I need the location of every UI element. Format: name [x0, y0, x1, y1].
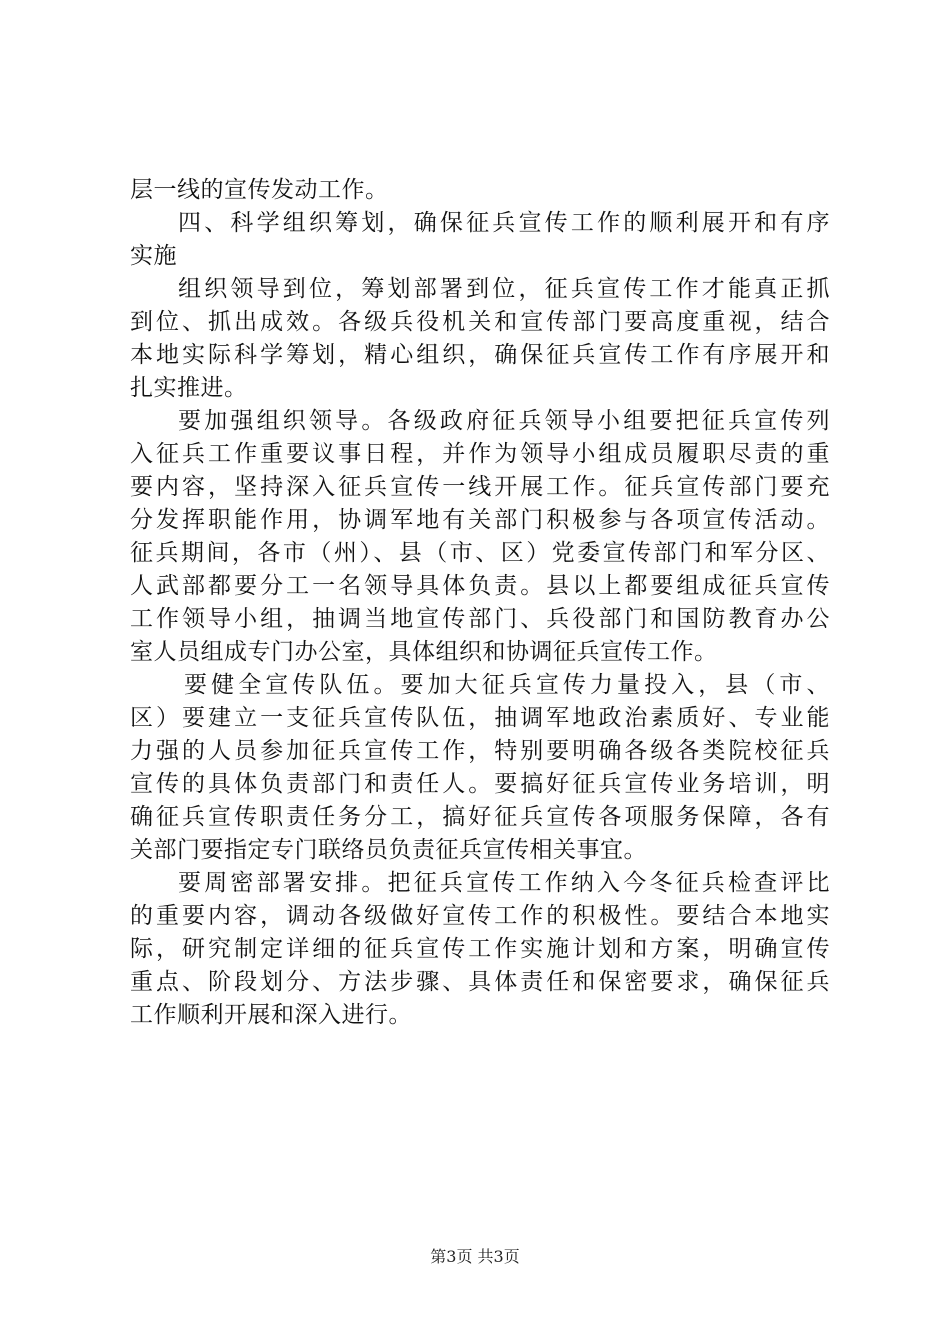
- text-line: 人武部都要分工一名领导具体负责。县以上都要组成征兵宣传: [130, 573, 830, 599]
- text-line: 要内容，坚持深入征兵宣传一线开展工作。征兵宣传部门要充: [130, 474, 830, 500]
- text-line: 要加强组织领导。各级政府征兵领导小组要把征兵宣传列: [178, 408, 830, 434]
- text-line: 实施: [130, 243, 177, 269]
- text-line: 层一线的宣传发动工作。: [130, 177, 389, 203]
- text-line: 重点、阶段划分、方法步骤、具体责任和保密要求，确保征兵: [130, 969, 830, 995]
- text-line: 征兵期间，各市（州）、县（市、区）党委宣传部门和军分区、: [130, 540, 830, 566]
- text-line: 要周密部署安排。把征兵宣传工作纳入今冬征兵检查评比: [178, 870, 830, 896]
- page-footer: [0, 1244, 950, 1267]
- page-number-label: 第3页 共3页: [430, 1247, 520, 1266]
- text-line: 要健全宣传队伍。要加大征兵宣传力量投入，县（市、: [184, 672, 830, 698]
- text-line: 到位、抓出成效。各级兵役机关和宣传部门要高度重视，结合: [130, 309, 830, 335]
- text-line: 室人员组成专门办公室，具体组织和协调征兵宣传工作。: [130, 639, 718, 665]
- text-line: 扎实推进。: [130, 375, 248, 401]
- document-body: [130, 174, 830, 1032]
- text-line: 力强的人员参加征兵宣传工作，特别要明确各级各类院校征兵: [130, 738, 830, 764]
- text-line: 工作顺利开展和深入进行。: [130, 1002, 412, 1028]
- text-line: 本地实际科学筹划，精心组织，确保征兵宣传工作有序展开和: [130, 342, 830, 368]
- text-line: 宣传的具体负责部门和责任人。要搞好征兵宣传业务培训，明: [130, 771, 830, 797]
- text-line: 确征兵宣传职责任务分工，搞好征兵宣传各项服务保障，各有: [130, 804, 830, 830]
- text-line: 际，研究制定详细的征兵宣传工作实施计划和方案，明确宣传: [130, 936, 830, 962]
- text-line: 工作领导小组，抽调当地宣传部门、兵役部门和国防教育办公: [130, 606, 830, 632]
- text-line: 四、科学组织筹划，确保征兵宣传工作的顺利展开和有序: [178, 210, 830, 236]
- text-line: 入征兵工作重要议事日程，并作为领导小组成员履职尽责的重: [130, 441, 830, 467]
- text-line: 分发挥职能作用，协调军地有关部门积极参与各项宣传活动。: [130, 507, 830, 533]
- text-line: 的重要内容，调动各级做好宣传工作的积极性。要结合本地实: [130, 903, 830, 929]
- text-line: 关部门要指定专门联络员负责征兵宣传相关事宜。: [130, 837, 647, 863]
- text-line: 区）要建立一支征兵宣传队伍，抽调军地政治素质好、专业能: [130, 705, 830, 731]
- text-line: 组织领导到位，筹划部署到位，征兵宣传工作才能真正抓: [178, 276, 830, 302]
